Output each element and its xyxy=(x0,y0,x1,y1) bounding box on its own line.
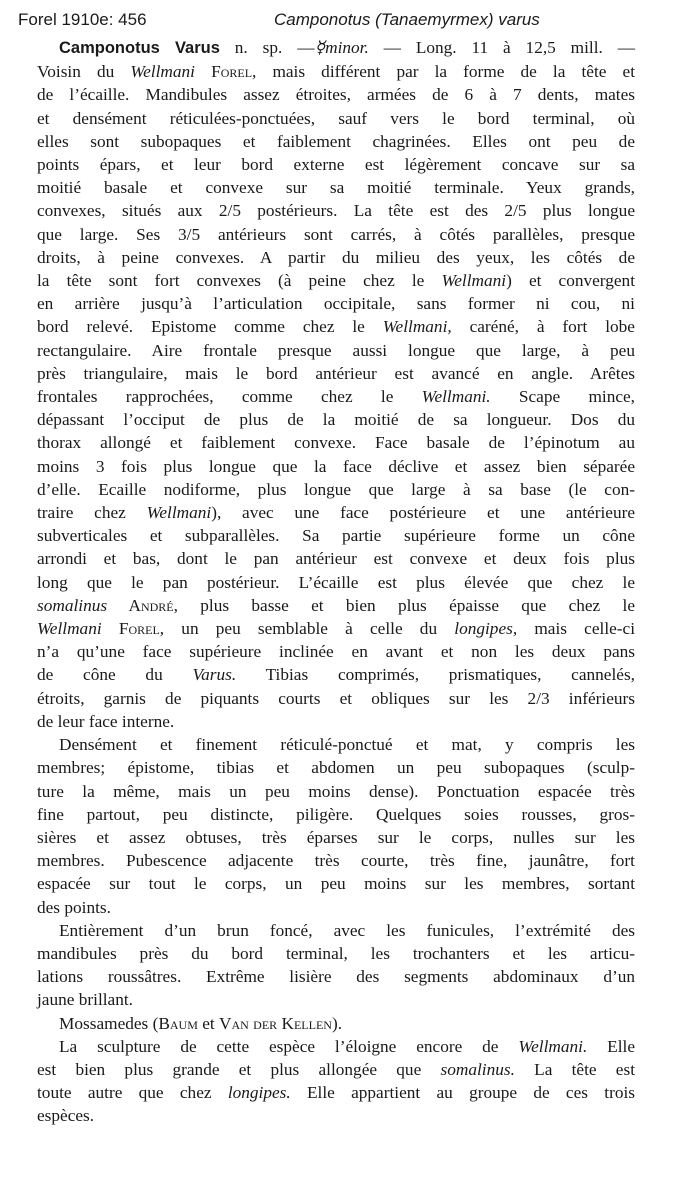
collector-name: Baum xyxy=(158,1013,198,1033)
text-line: dépassant l’occiput de plus de la moitié de sa longueur. Dos du xyxy=(37,410,635,430)
text-line: Densément et finement réticulé-ponctué et mat, y compris les xyxy=(59,735,635,755)
text-line: Voisin du Wellmani Forel, mais différent par la forme de la tête et xyxy=(37,62,635,82)
text-line: ture la même, mais un peu moins dense). Ponctuation espacée très xyxy=(37,781,635,801)
text-line: Wellmani Forel, un peu semblable à celle du longipes, mais celle-ci xyxy=(37,619,636,639)
text-line: est bien plus grande et plus allongée que somalinus. La tête est xyxy=(37,1059,635,1079)
text-line: membres. Pubescence adjacente très courte, très fine, jaunâtre, fort xyxy=(37,851,635,871)
text-line: membres; épistome, tibias et abdomen un peu subopaques (sculp- xyxy=(37,758,635,778)
text-line: frontales rapprochées, comme chez le Wellmani. Scape mince, xyxy=(37,387,635,407)
text-line: droits, à peine convexes. A partir du milieu des yeux, les côtés de xyxy=(37,247,635,267)
text-line: lations roussâtres. Extrême lisière des segments abdominaux d’un xyxy=(37,967,635,987)
text-line: la tête sont fort convexes (à peine chez le Wellmani) et convergent xyxy=(37,271,635,291)
text-line: près triangulaire, mais le bord antérieur est avancé en angle. Arêtes xyxy=(37,363,635,383)
taxon-name: Camponotus (Tanaemyrmex) varus xyxy=(274,10,540,29)
text-line: et densément réticulées-ponctuées, sauf vers le bord terminal, où xyxy=(37,108,635,128)
text-line: somalinus André, plus basse et bien plus épaisse que chez le xyxy=(37,595,636,615)
text-line: moitié basale et convexe sur sa moitié terminale. Yeux grands, xyxy=(37,178,635,198)
text-line: mandibules près du bord terminal, les trochanters et les articu- xyxy=(37,943,635,963)
text-line: traire chez Wellmani), avec une face postérieure et une antérieure xyxy=(37,503,636,523)
text-line: Mossamedes (Baum et Van der Kellen). xyxy=(59,1013,343,1033)
collector-name: Van der Kellen xyxy=(219,1013,332,1033)
text-line: Camponotus Varus n. sp. —☿minor. — Long. 11 à 12,5 mill. — xyxy=(59,38,635,57)
text-line: que large. Ses 3/5 antérieurs sont carrés, à côtés parallèles, presque xyxy=(37,224,635,244)
text-line: Entièrement d’un brun foncé, avec les funicules, l’extrémité des xyxy=(59,920,635,940)
text-line: convexes, situés aux 2/5 postérieurs. La tête est des 2/5 plus longue xyxy=(37,201,635,221)
text-line: espèces. xyxy=(37,1106,95,1126)
text-line: sières et assez obtuses, très éparses sur le corps, nulles sur les xyxy=(37,827,635,847)
text-line: de l’écaille. Mandibules assez étroites, armées de 6 à 7 dents, mates xyxy=(37,85,635,105)
text-line: La sculpture de cette espèce l’éloigne encore de Wellmani. Elle xyxy=(59,1036,635,1056)
text-line: subverticales et subparallèles. Sa partie supérieure forme un cône xyxy=(37,526,635,546)
text-line: arrondi et bas, dont le pan antérieur est convexe et deux fois plus xyxy=(37,549,635,569)
text-line: fine partout, peu distincte, piligère. Quelques soies rousses, gros- xyxy=(37,804,635,824)
text-line: long que le pan postérieur. L’écaille est plus élevée que chez le xyxy=(37,572,635,592)
species-title: Camponotus Varus xyxy=(59,39,220,57)
text-line: bord relevé. Epistome comme chez le Wellmani, caréné, à fort lobe xyxy=(37,317,635,337)
text-line: toute autre que chez longipes. Elle appartient au groupe de ces trois xyxy=(37,1083,636,1103)
text-line: rectangulaire. Aire frontale presque aussi longue que large, à peu xyxy=(37,340,635,360)
text-line: d’elle. Ecaille nodiforme, plus longue que large à sa base (le con- xyxy=(37,479,635,499)
sculpture-paragraph xyxy=(37,733,635,919)
text-line: des points. xyxy=(37,897,111,917)
text-line: étroits, garnis de piquants courts et obliques sur les 2/3 inférieurs xyxy=(37,688,635,708)
locality-paragraph xyxy=(37,1012,635,1035)
text-line: de cône du Varus. Tibias comprimés, prismatiques, cannelés, xyxy=(37,665,635,685)
text-line: en arrière jusqu’à l’articulation occipitale, sans former ni cou, ni xyxy=(37,294,635,314)
description-paragraph xyxy=(37,36,635,733)
text-line: de leur face interne. xyxy=(37,711,175,731)
text-line: n’a qu’une face supérieure inclinée en avant et non les deux pans xyxy=(37,642,635,662)
text-line: elles sont subopaques et faiblement chagrinées. Elles ont peu de xyxy=(37,131,635,151)
remarks-paragraph xyxy=(37,1035,635,1128)
text-line: thorax allongé et faiblement convexe. Face basale de l’épinotum au xyxy=(37,433,635,453)
species-description xyxy=(37,36,635,1128)
caste-label: ☿minor. xyxy=(314,38,369,57)
text-line: moins 3 fois plus longue que la face déclive et assez bien séparée xyxy=(37,456,635,476)
running-header xyxy=(18,7,638,33)
text-line: jaune brillant. xyxy=(37,990,133,1010)
text-line: espacée sur tout le corps, un peu moins sur les membres, sortant xyxy=(37,874,635,894)
coloration-paragraph xyxy=(37,919,635,1012)
citation-reference: Forel 1910e: 456 xyxy=(18,10,147,29)
text-line: points épars, et leur bord externe est légèrement concave sur sa xyxy=(37,155,635,175)
